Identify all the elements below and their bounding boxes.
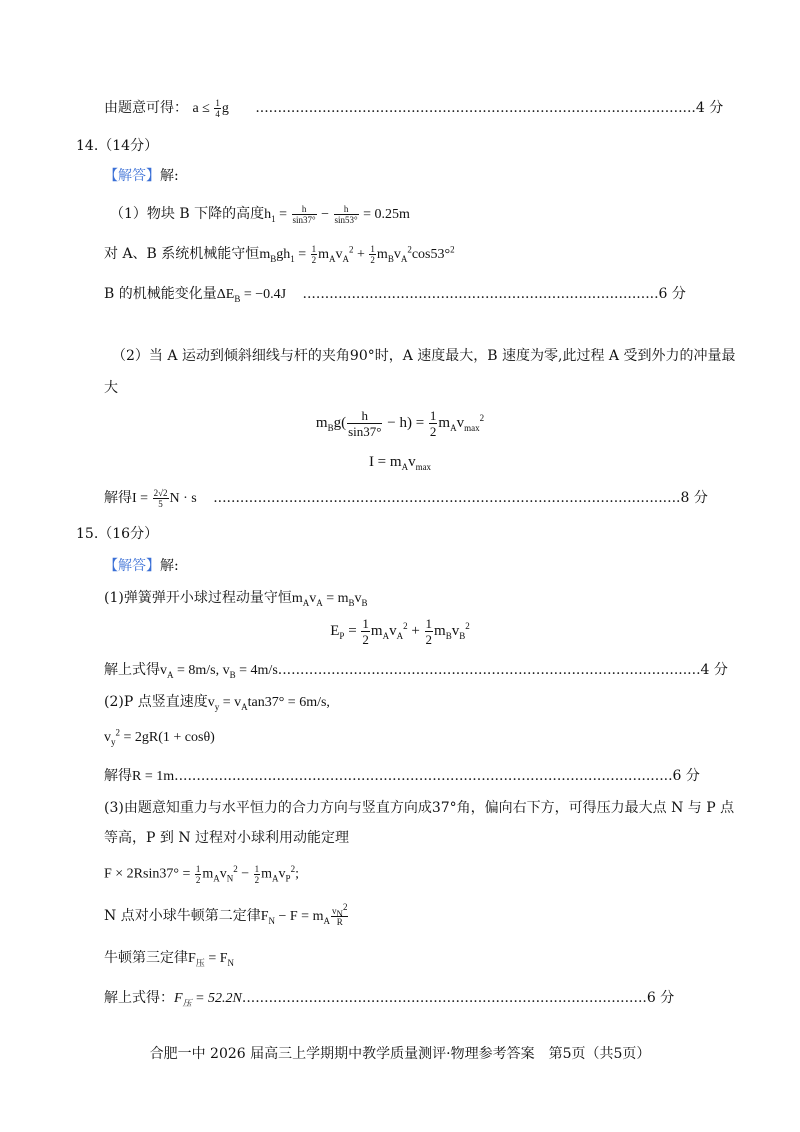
q15-header: 15.（16分） — [76, 526, 159, 542]
q15-part3-text-cont: 等高，P 到 N 过程对小球利用动能定理 — [104, 830, 350, 846]
formula-radius: R = 1m — [132, 769, 175, 784]
formula-a-limit: a ≤ $\frac{1}{4}$ g — [192, 98, 229, 120]
formula-velocities: $v_A = 8m/s$, $v_B = 4m/s$ — [160, 663, 278, 680]
q15-result-force: 解上式得：$F_压 = 52.2N...........................................................................................6$ 分 — [104, 990, 675, 1008]
page-footer: 合肥一中 2026 届高三上学期期中教学质量测评·物理参考答案 第5页（共5页） — [149, 1046, 651, 1062]
q14-result-impulse: 解得I = $\frac{2√2}{5}$ N · s .........................................................................................................8 分 — [104, 488, 708, 510]
prev-result-line: 由题意可得： a ≤ $\frac{1}{4}$ g ...................................................................................................4 分 — [104, 98, 724, 120]
q15-part3-text: (3)由题意知重力与水平恒力的合力方向与竖直方向成37°角，偏向右下方，可得压力最大点 N 与 P 点 — [104, 800, 735, 816]
q15-step-vertical-velocity: (2)P 点竖直速度$v_y = v_A\tan 37^\circ = 6m/s$, — [104, 694, 330, 712]
q14-header: 14.（14分） — [76, 138, 159, 154]
q15-result-velocities: 解上式得$v_A = 8m/s$, $v_B = 4m/s...............................................................................................4$ 分 — [104, 662, 728, 680]
q14-step-height: （1）物块 B 下降的高度$h_1$ = $\frac{h}{\sin 37^\circ}$ − $\frac{h}{\sin 53^\circ}$ = 0.25m — [110, 204, 410, 226]
formula-energy-conservation: $m_Bgh_1$ = $\frac{1}{2}$ $m_Av_A^2$ + $\frac{1}{2}$ $m_Bv_A^2\cos 53^\circ^2$ — [259, 244, 455, 266]
q15-answer-label: 【解答】解: — [104, 558, 179, 574]
q14-answer-label: 【解答】解: — [104, 168, 179, 184]
formula-impulse-energy: $m_Bg$( $\frac{h}{\sin 37^\circ}$ − h) = $\frac{1}{2}$ $m_Av_{max}^2$ — [315, 408, 485, 440]
formula-h1: $h_1$ = $\frac{h}{\sin 37^\circ}$ − $\frac{h}{\sin 53^\circ}$ = 0.25m — [264, 204, 410, 226]
formula-vy: $v_y = v_A\tan 37^\circ = 6m/s$, — [207, 695, 330, 712]
q15-step-newton2: N 点对小球牛顿第二定律$F_N - F = m_A$ $\frac{v_N^2}{R}$ — [104, 902, 348, 928]
formula-newton3: $F_压 = F_N$ — [188, 951, 234, 968]
q14-part2-text: （2）当 A 运动到倾斜细线与杆的夹角90°时，A 速度最大，B 速度为零,此过程 A 受到外力的冲量最 — [112, 348, 736, 364]
formula-force-value: $F_压 = 52.2N$ — [174, 991, 242, 1008]
formula-impulse-value: I = $\frac{2√2}{5}$ N · s — [132, 488, 197, 510]
formula-newton2: $F_N - F = m_A$ $\frac{v_N^2}{R}$ — [260, 902, 348, 928]
formula-vy-squared: $v_y^2 = 2gR(1 + \cos\theta)$ — [104, 727, 215, 747]
formula-delta-eb: $\Delta E_B = -0.4J$ — [216, 287, 287, 304]
q15-step-momentum: (1)弹簧弹开小球过程动量守恒$m_Av_A = m_Bv_B$ — [104, 590, 368, 608]
q15-result-radius: 解得R = 1m................................................................................................................6 分 — [104, 768, 700, 784]
formula-work-energy: F × 2Rsin37° = $\frac{1}{2}$ $m_Av_N^2$ − $\frac{1}{2}$ $m_Av_P^2$; — [104, 864, 299, 885]
formula-impulse: $I = m_Av_{max}$ — [368, 454, 432, 472]
q14-part2-text-cont: 大 — [104, 380, 118, 396]
q14-step-energy: 对 A、B 系统机械能守恒$m_Bgh_1$ = $\frac{1}{2}$ $m_Av_A^2$ + $\frac{1}{2}$ $m_Bv_A^2\cos 53^\circ^2$ — [104, 244, 455, 266]
q14-step-energy-change: B 的机械能变化量$\Delta E_B = -0.4J$ ................................................................................6 分 — [104, 286, 686, 304]
formula-spring-energy: $E_P$ = $\frac{1}{2}$ $m_Av_A^2$ + $\frac{1}{2}$ $m_Bv_B^2$ — [330, 616, 470, 648]
q15-step-newton3: 牛顿第三定律$F_压 = F_N$ — [104, 950, 234, 968]
formula-momentum: $m_Av_A = m_Bv_B$ — [291, 591, 368, 608]
